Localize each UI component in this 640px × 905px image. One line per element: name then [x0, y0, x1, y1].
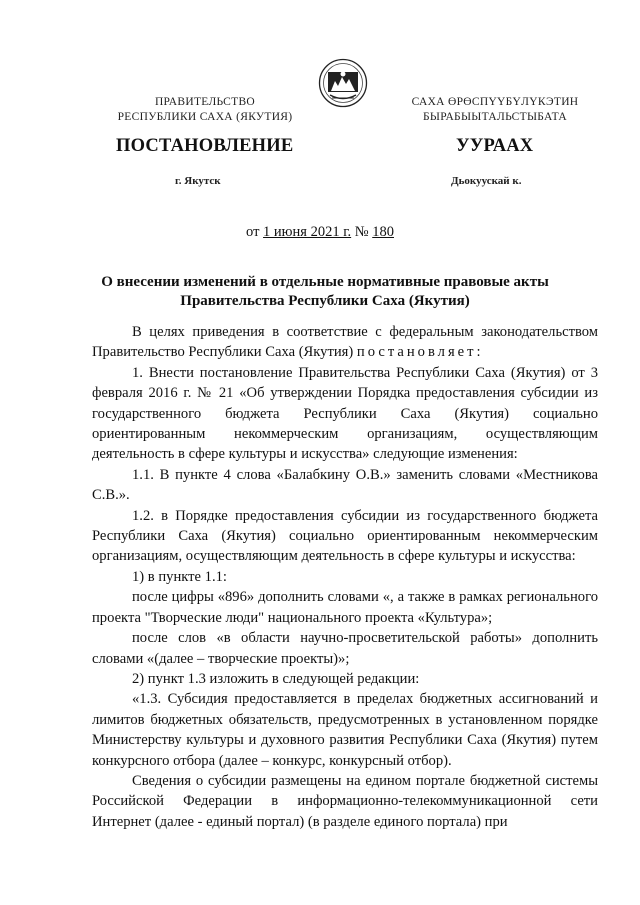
paragraph-1-1: 1.1. В пункте 4 слова «Балабкину О.В.» заменить словами «Местникова С.В.».: [92, 466, 598, 504]
paragraph-item-1: 1) в пункте 1.1:: [132, 568, 227, 585]
paragraph-after-words: после слов «в области научно-просветительской работы» дополнить словами «(далее – творческие проекты)»;: [92, 630, 598, 667]
header-left-line2: РЕСПУБЛИКИ САХА (ЯКУТИЯ): [117, 111, 293, 123]
date-line: [0, 224, 640, 241]
paragraph-info: Сведения о субсидии размещены на едином портале бюджетной системы Российской Федерации в информационно-телекоммуникационной сети Интернет (далее - единый портал) (в разделе единого портала) при: [92, 772, 598, 830]
doc-type-title-ru: ПОСТАНОВЛЕНИЕ: [116, 136, 294, 156]
date-prefix: от: [246, 224, 260, 240]
paragraph-after-digits: после цифры «896» дополнить словами «, а также в рамках регионального проекта "Творческие люди" национального проекта «Культура»;: [92, 589, 598, 626]
number-sign: №: [354, 224, 369, 240]
doc-type-title-sah: УУРААХ: [456, 136, 534, 156]
header-left: [100, 95, 310, 125]
header-right-line1: САХА ӨРӨСПҮҮБҮЛҮКЭТИН: [411, 96, 579, 108]
document-title-line2: Правительства Республики Саха (Якутия): [180, 293, 470, 309]
document-body: [92, 322, 598, 832]
preamble-decree-word: постановляет:: [356, 344, 484, 361]
city-sah: Дьокуускай к.: [451, 175, 522, 187]
header-right-line2: БЫРАБЫЫТАЛЬСТЫБАТА: [422, 111, 568, 123]
paragraph-item-2: 2) пункт 1.3 изложить в следующей редакции:: [132, 670, 420, 687]
document-title: [90, 273, 560, 311]
document-title-line1: О внесении изменений в отдельные нормативные правовые акты: [101, 274, 549, 290]
city-ru: г. Якутск: [175, 175, 221, 187]
header-left-line1: ПРАВИТЕЛЬСТВО: [154, 96, 256, 108]
paragraph-1-2: 1.2. в Порядке предоставления субсидии из государственного бюджета Республики Саха (Якутия) социально ориентированным некоммерческим организациям, осуществляющим деятельность в сфере культуры и искусства:: [92, 507, 598, 565]
date-value: 1 июня 2021 г.: [263, 224, 352, 240]
paragraph-preamble: [92, 322, 598, 363]
paragraph-1-3: «1.3. Субсидия предоставляется в пределах бюджетных ассигнований и лимитов бюджетных обязательств, предусмотренных в установленном порядке Министерству культуры и духовного развития Республики Саха (Якутия) путем конкурсного отбора (далее – конкурс, конкурсный отбор).: [92, 691, 598, 769]
header-right: [385, 95, 605, 125]
preamble-text: В целях приведения в соответствие с федеральным законодательством Правительство Республики Саха (Якутия): [92, 324, 598, 361]
coat-of-arms-icon: [318, 58, 368, 108]
paragraph-1: 1. Внести постановление Правительства Республики Саха (Якутия) от 3 февраля 2016 г. № 21 «Об утверждении Порядка предоставления субсидии из государственного бюджета Республики Саха (Якутия) социально ориентированным некоммерческим организациям, осуществляющим деятельность в сфере культуры и искусства» следующие изменения:: [92, 364, 598, 463]
doc-number: 180: [372, 224, 394, 240]
